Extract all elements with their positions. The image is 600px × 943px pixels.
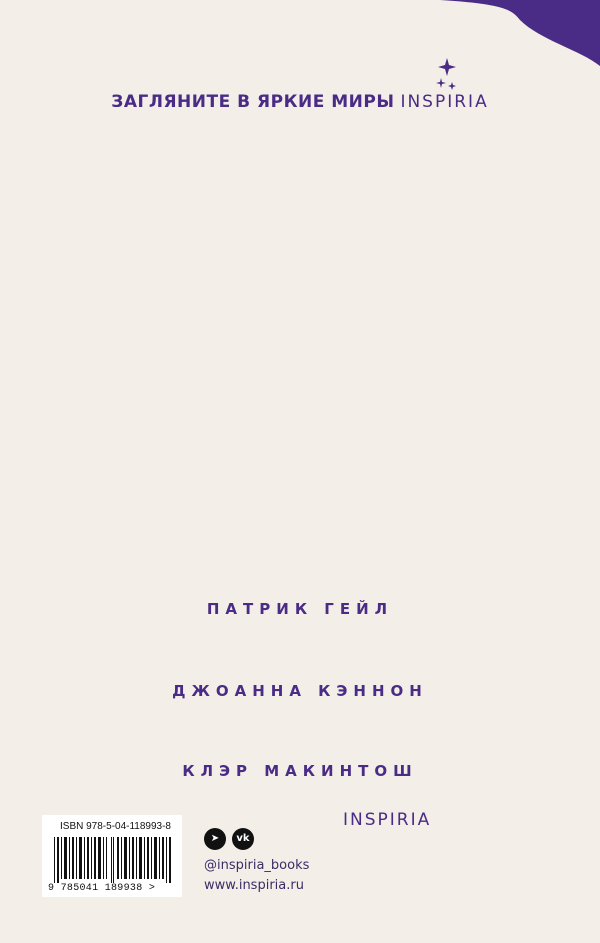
barcode — [42, 815, 182, 897]
corner-decoration — [440, 0, 600, 66]
telegram-icon[interactable]: ➤ — [204, 828, 226, 850]
isbn-digits: 9 785041 189938 > — [48, 883, 156, 894]
social-links — [204, 828, 324, 896]
barcode-bars — [54, 837, 172, 883]
review-author-3: КЛЭР МАКИНТОШ — [182, 762, 418, 780]
review-author-2: ДЖОАННА КЭННОН — [172, 682, 428, 700]
website-link[interactable]: www.inspiria.ru — [204, 878, 304, 893]
isbn-label: ISBN 978-5-04-118993-8 — [60, 821, 171, 832]
series-brand: INSPIRIA — [400, 92, 489, 112]
sparkle-icon — [436, 58, 458, 92]
social-handle[interactable]: @inspiria_books — [204, 858, 310, 873]
vk-icon[interactable]: vk — [232, 828, 254, 850]
series-header — [0, 92, 600, 112]
review-author-1: ПАТРИК ГЕЙЛ — [206, 600, 394, 618]
series-prefix: ЗАГЛЯНИТЕ В ЯРКИЕ МИРЫ — [111, 92, 395, 112]
publisher-brand: INSPIRIA — [343, 810, 432, 830]
